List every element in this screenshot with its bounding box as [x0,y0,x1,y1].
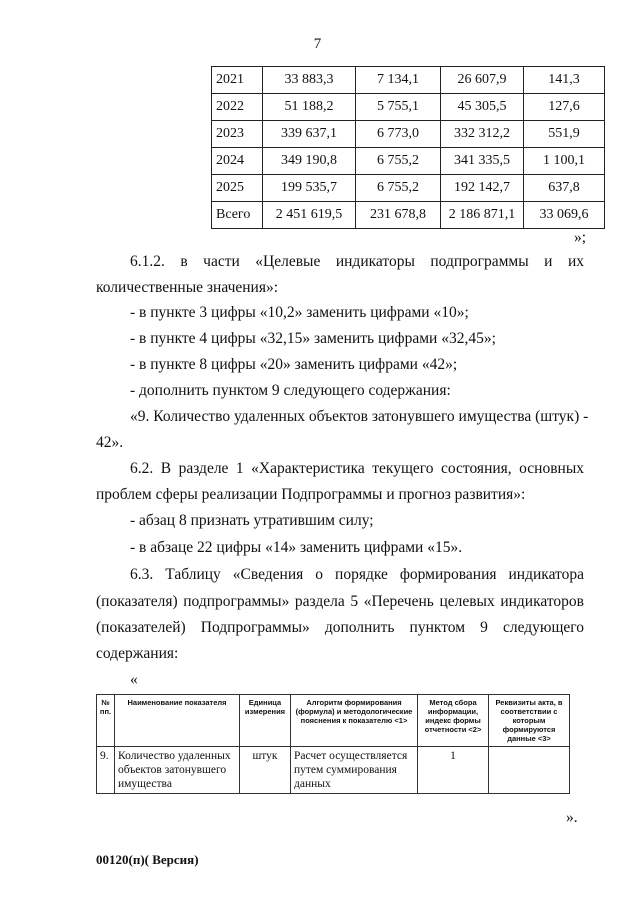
paragraph-line: 42». [96,434,124,451]
year-cell: 2023 [212,121,263,148]
cell-unit: штук [240,747,291,794]
paragraph-line: (показателей) Подпрограммы» дополнить пунктом 9 следующего [96,619,584,636]
value-cell: 7 134,1 [356,67,441,94]
list-item: - дополнить пунктом 9 следующего содержания: [130,382,451,399]
cell-number: 9. [97,747,115,794]
list-item: - в абзаце 22 цифры «14» заменить цифрами «15». [130,539,463,556]
value-cell: 127,6 [524,94,605,121]
paragraph-line: количественные значения»: [96,279,279,296]
paragraph-line: проблем сферы реализации Подпрограммы и прогноз развития»: [96,486,526,503]
paragraph-line: (показателя) подпрограммы» раздела 5 «Перечень целевых индикаторов [96,593,584,610]
header-number: № пп. [97,695,115,747]
list-item: - абзац 8 признать утратившим силу; [130,512,374,529]
value-cell: 6 773,0 [356,121,441,148]
year-cell: 2024 [212,148,263,175]
list-item: - в пункте 3 цифры «10,2» заменить цифрами «10»; [130,304,469,321]
header-act-details: Реквизиты акта, в соответствии с которым формируются данные <3> [489,695,570,747]
year-cell: Всего [212,202,263,229]
value-cell: 2 186 871,1 [441,202,524,229]
page-number: 7 [313,36,322,52]
value-cell: 33 883,3 [263,67,356,94]
cell-act-details [489,747,570,794]
table-row [212,94,605,121]
value-cell: 199 535,7 [263,175,356,202]
table-closing-quote: ». [566,809,578,826]
value-cell: 192 142,7 [441,175,524,202]
value-cell: 6 755,2 [356,175,441,202]
value-cell: 51 188,2 [263,94,356,121]
value-cell: 349 190,8 [263,148,356,175]
paragraph-6-1-2: 6.1.2. в части «Целевые индикаторы подпрограммы и их [130,253,584,270]
list-item: - в пункте 8 цифры «20» заменить цифрами «42»; [130,356,458,373]
value-cell: 6 755,2 [356,148,441,175]
value-cell: 141,3 [524,67,605,94]
table-row [212,175,605,202]
year-cell: 2021 [212,67,263,94]
opening-quote: « [130,671,138,688]
cell-algorithm: Расчет осуществляется путем суммирования данных [291,747,418,794]
value-cell: 2 451 619,5 [263,202,356,229]
table-row [212,148,605,175]
value-cell: 231 678,8 [356,202,441,229]
value-cell: 551,9 [524,121,605,148]
paragraph-line: содержания: [96,645,179,662]
value-cell: 341 335,5 [441,148,524,175]
table-row [212,202,605,229]
quoted-item-9: «9. Количество удаленных объектов затонувшего имущества (штук) - [130,408,589,425]
header-unit: Единица измерения [240,695,291,747]
cell-indicator-name: Количество удаленных объектов затонувшего имущества [115,747,240,794]
value-cell: 33 069,6 [524,202,605,229]
table-closing-quote: »; [574,229,587,246]
header-algorithm: Алгоритм формирования (формула) и методологические пояснения к показателю <1> [291,695,418,747]
cell-collection-method: 1 [418,747,489,794]
value-cell: 1 100,1 [524,148,605,175]
table-row [97,747,570,794]
header-indicator-name: Наименование показателя [115,695,240,747]
budget-table [211,66,605,229]
list-item: - в пункте 4 цифры «32,15» заменить цифрами «32,45»; [130,330,496,347]
indicator-table [96,694,570,794]
value-cell: 332 312,2 [441,121,524,148]
value-cell: 26 607,9 [441,67,524,94]
paragraph-6-3: 6.3. Таблицу «Сведения о порядке формирования индикатора [130,566,584,583]
year-cell: 2025 [212,175,263,202]
value-cell: 339 637,1 [263,121,356,148]
document-code: 00120(п)( Версия) [96,852,199,867]
value-cell: 5 755,1 [356,94,441,121]
value-cell: 637,8 [524,175,605,202]
paragraph-6-2: 6.2. В разделе 1 «Характеристика текущего состояния, основных [130,460,584,477]
header-collection-method: Метод сбора информации, индекс формы отчетности <2> [418,695,489,747]
value-cell: 45 305,5 [441,94,524,121]
year-cell: 2022 [212,94,263,121]
table-row [212,67,605,94]
table-row [212,121,605,148]
